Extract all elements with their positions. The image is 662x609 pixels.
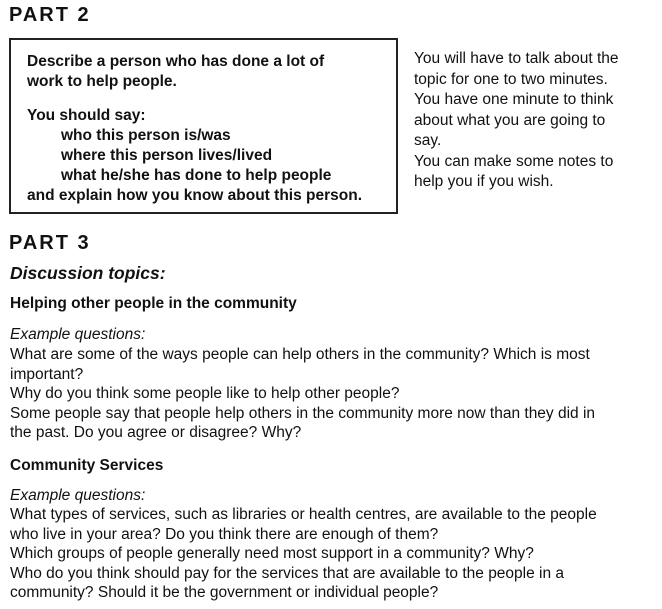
instruction-line: You have one minute to think [414,91,614,108]
instruction-line: topic for one to two minutes. [414,70,608,88]
question-list [10,345,658,443]
instruction-line: about what you are going to [414,111,606,129]
question-line: community? Should it be the government or individual people? [10,584,439,601]
cue-card-point: what he/she has done to help people [61,167,332,184]
part2-heading: PART 2 [9,4,91,26]
question-line: Why do you think some people like to help other people? [10,385,400,402]
question-line: What are some of the ways people can help others in the community? Which is most [10,346,590,363]
cue-card-point: who this person is/was [61,127,231,144]
cue-card-should-say: You should say: [27,107,146,124]
cue-card-point: where this person lives/lived [61,147,273,164]
topic-title: Helping other people in the community [10,295,297,312]
cue-card-explain: and explain how you know about this person. [27,187,362,204]
question-line: Which groups of people generally need most support in a community? Why? [10,545,534,562]
instruction-line: say. [414,132,442,149]
part3-heading: PART 3 [9,232,91,254]
example-questions-label: Example questions: [10,487,146,504]
question-list [10,505,658,603]
cue-card-title [27,52,387,92]
instruction-line: You can make some notes to [414,152,614,170]
question-line: Some people say that people help others in the community more now than they did in [10,404,596,422]
discussion-heading: Discussion topics: [10,263,166,283]
cue-card-title-line: work to help people. [27,73,177,90]
example-questions-label: Example questions: [10,326,146,343]
instruction-line: help you if you wish. [414,173,554,190]
topic-title: Community Services [10,457,164,474]
question-line: important? [10,365,84,383]
question-line: who live in your area? Do you think there are enough of them? [10,525,439,543]
question-line: the past. Do you agree or disagree? Why? [10,424,302,441]
question-line: Who do you think should pay for the services that are available to the people in a [10,564,565,582]
part2-instructions [414,49,654,193]
cue-card-points [61,126,331,186]
question-line: What types of services, such as libraries or health centres, are available to the people [10,506,597,523]
instruction-line: You will have to talk about the [414,50,619,67]
cue-card-title-line: Describe a person who has done a lot of [27,53,325,70]
cue-card [9,38,398,214]
